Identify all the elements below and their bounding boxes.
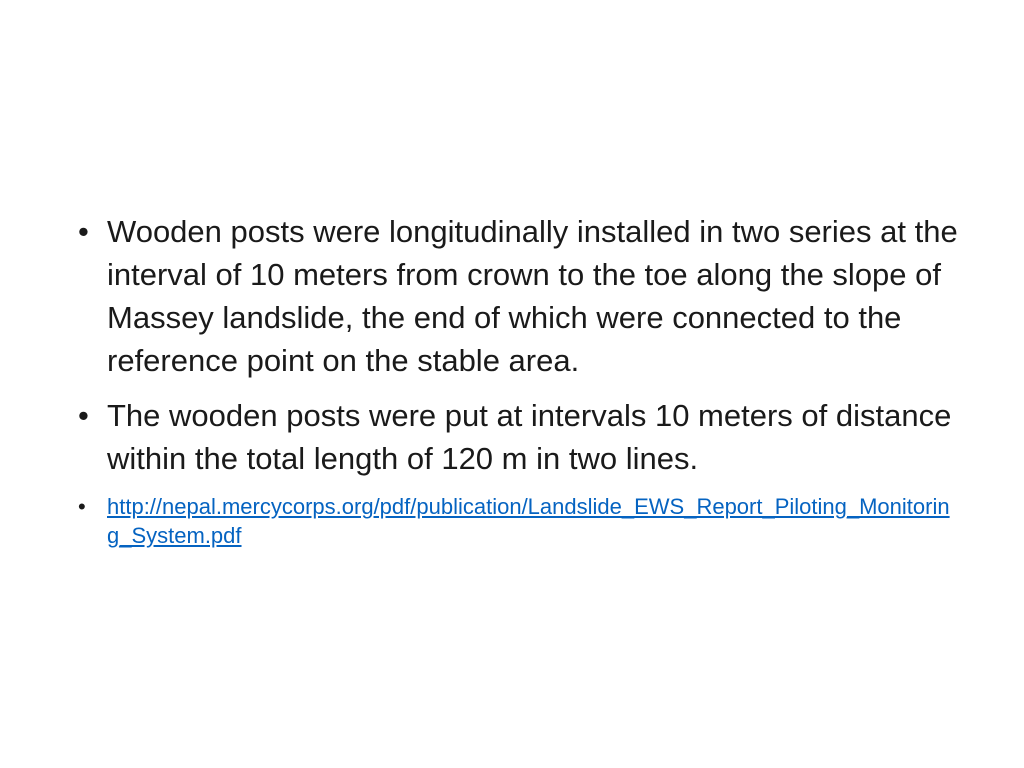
bullet-marker: •: [78, 214, 89, 249]
bullet-list: [78, 210, 958, 550]
bullet-item-intervals: [78, 394, 958, 480]
bullet-text: Wooden posts were longitudinally installed in two series at the interval of 10 meters from crown to the toe along the slope of Massey landslide, the end of which were connected to the reference point on the stable area.: [107, 214, 958, 378]
reference-link[interactable]: http://nepal.mercycorps.org/pdf/publication/Landslide_EWS_Report_Piloting_Monitoring_System.pdf: [107, 494, 950, 548]
slide-body: [78, 210, 958, 562]
bullet-marker: •: [78, 398, 89, 433]
bullet-item-reference: [78, 492, 958, 550]
bullet-item-installation: [78, 210, 958, 382]
bullet-marker: •: [78, 494, 86, 519]
bullet-text: The wooden posts were put at intervals 10 meters of distance within the total length of 120 m in two lines.: [107, 398, 952, 476]
